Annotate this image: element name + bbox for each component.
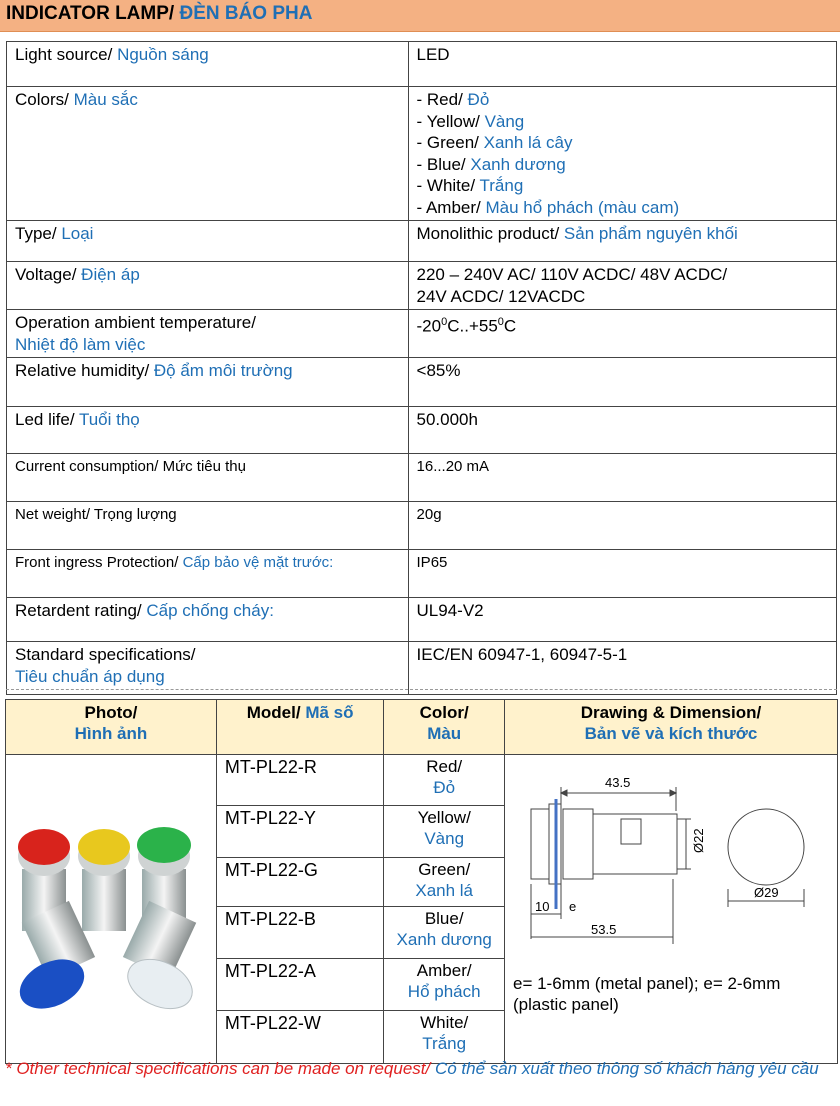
model-cell: MT-PL22-Y xyxy=(216,806,384,857)
color-cell: Red/ Đỏ xyxy=(384,755,505,806)
dim-e-label: e xyxy=(568,899,577,914)
lamp-photo-image xyxy=(12,759,208,1059)
spec-label: Front ingress Protection/ Cấp bảo vệ mặt trước: xyxy=(7,550,409,598)
spec-value: IP65 xyxy=(408,550,836,598)
spec-label: Current consumption/ Mức tiêu thụ xyxy=(7,454,409,502)
dimension-diagram xyxy=(511,759,831,959)
header-model: Model/ Mã số xyxy=(216,700,384,755)
spec-label: Type/ Loại xyxy=(7,221,409,262)
color-item-amber: - Amber/ Màu hổ phách (màu cam) xyxy=(416,197,680,217)
header-drawing: Drawing & Dimension/ Bản vẽ và kích thước xyxy=(504,700,837,755)
divider xyxy=(6,689,837,690)
spec-label: Led life/ Tuổi thọ xyxy=(7,407,409,454)
panel-thickness-note: e= 1-6mm (metal panel); e= 2-6mm (plastic panel) xyxy=(512,974,781,1014)
model-cell: MT-PL22-R xyxy=(216,755,384,806)
drawing-cell xyxy=(504,755,837,1064)
spec-label: Net weight/ Trọng lượng xyxy=(7,502,409,550)
spec-row-humidity xyxy=(7,358,837,407)
dim-53-5-label: 53.5 xyxy=(590,922,617,937)
model-cell: MT-PL22-W xyxy=(216,1010,384,1063)
spec-label: Standard specifications/ Tiêu chuẩn áp dụng xyxy=(7,642,409,695)
spec-table xyxy=(6,41,837,695)
color-item-yellow: - Yellow/ Vàng xyxy=(416,111,525,131)
dim-10-label: 10 xyxy=(534,899,550,914)
spec-label: Light source/ Nguồn sáng xyxy=(7,42,409,87)
color-item-green: - Green/ Xanh lá cây xyxy=(416,133,573,152)
title-vi: ĐÈN BÁO PHA xyxy=(179,3,313,24)
color-cell: Yellow/ Vàng xyxy=(384,806,505,857)
spec-value: 220 – 240V AC/ 110V ACDC/ 48V ACDC/ 24V ACDC/ 12VACDC xyxy=(408,262,836,310)
color-cell: Amber/ Hổ phách xyxy=(384,959,505,1010)
model-cell: MT-PL22-G xyxy=(216,857,384,906)
product-header-row xyxy=(6,700,838,755)
spec-row-ingress xyxy=(7,550,837,598)
color-cell: Green/ Xanh lá xyxy=(384,857,505,906)
dim-29-label: Ø29 xyxy=(753,885,779,900)
spec-label: Retardent rating/ Cấp chống cháy: xyxy=(7,598,409,642)
spec-label: Relative humidity/ Độ ẩm môi trường xyxy=(7,358,409,407)
spec-value xyxy=(408,87,836,221)
title-bar xyxy=(0,0,840,32)
lamp-yellow xyxy=(78,829,130,865)
spec-row-standard xyxy=(7,642,837,695)
color-cell: Blue/ Xanh dương xyxy=(384,906,505,958)
model-cell: MT-PL22-B xyxy=(216,906,384,958)
spec-row-type xyxy=(7,221,837,262)
spec-value: <85% xyxy=(408,358,836,407)
spec-row-voltage xyxy=(7,262,837,310)
spec-row-led-life xyxy=(7,407,837,454)
photo-cell xyxy=(6,755,217,1064)
spec-row-temperature xyxy=(7,310,837,358)
spec-label: Voltage/ Điện áp xyxy=(7,262,409,310)
product-photo xyxy=(12,759,208,1059)
color-cell: White/ Trắng xyxy=(384,1010,505,1063)
page-title xyxy=(6,3,312,25)
product-row xyxy=(6,755,838,806)
spec-value: 16...20 mA xyxy=(408,454,836,502)
spec-value: $-20^0C..+55^0C$ xyxy=(408,310,836,358)
header-color: Color/ Màu xyxy=(384,700,505,755)
spec-value: LED xyxy=(408,42,836,87)
title-en: INDICATOR LAMP/ xyxy=(6,3,180,24)
dimension-drawing xyxy=(511,759,831,1059)
lamp-green xyxy=(137,827,191,863)
color-item-red: - Red/ Đỏ xyxy=(416,90,490,109)
spec-row-retardent xyxy=(7,598,837,642)
spec-value: 50.000h xyxy=(408,407,836,454)
spec-value: IEC/EN 60947-1, 60947-5-1 xyxy=(408,642,836,695)
header-photo: Photo/ Hình ảnh xyxy=(6,700,217,755)
color-item-blue: - Blue/ Xanh dương xyxy=(416,154,566,174)
color-item-white: - White/ Trắng xyxy=(416,176,524,195)
spec-value: 20g xyxy=(408,502,836,550)
lamp-red xyxy=(18,829,70,865)
model-cell: MT-PL22-A xyxy=(216,959,384,1010)
product-table xyxy=(5,699,838,1064)
spec-value: Monolithic product/ Sản phẩm nguyên khối xyxy=(408,221,836,262)
footer-note: * Other technical specifications can be made on request/ Có thể sản xuất theo thông số khách hàng yêu cầu xyxy=(5,1059,819,1078)
dim-22-label: Ø22 xyxy=(690,828,706,853)
spec-row-colors xyxy=(7,87,837,221)
spec-value: UL94-V2 xyxy=(408,598,836,642)
spec-row-current xyxy=(7,454,837,502)
spec-row-light-source xyxy=(7,42,837,87)
spec-label: Operation ambient temperature/ Nhiệt độ làm việc xyxy=(7,310,409,358)
dim-43-5-label: 43.5 xyxy=(604,775,631,790)
spec-row-weight xyxy=(7,502,837,550)
spec-label: Colors/ Màu sắc xyxy=(7,87,409,221)
